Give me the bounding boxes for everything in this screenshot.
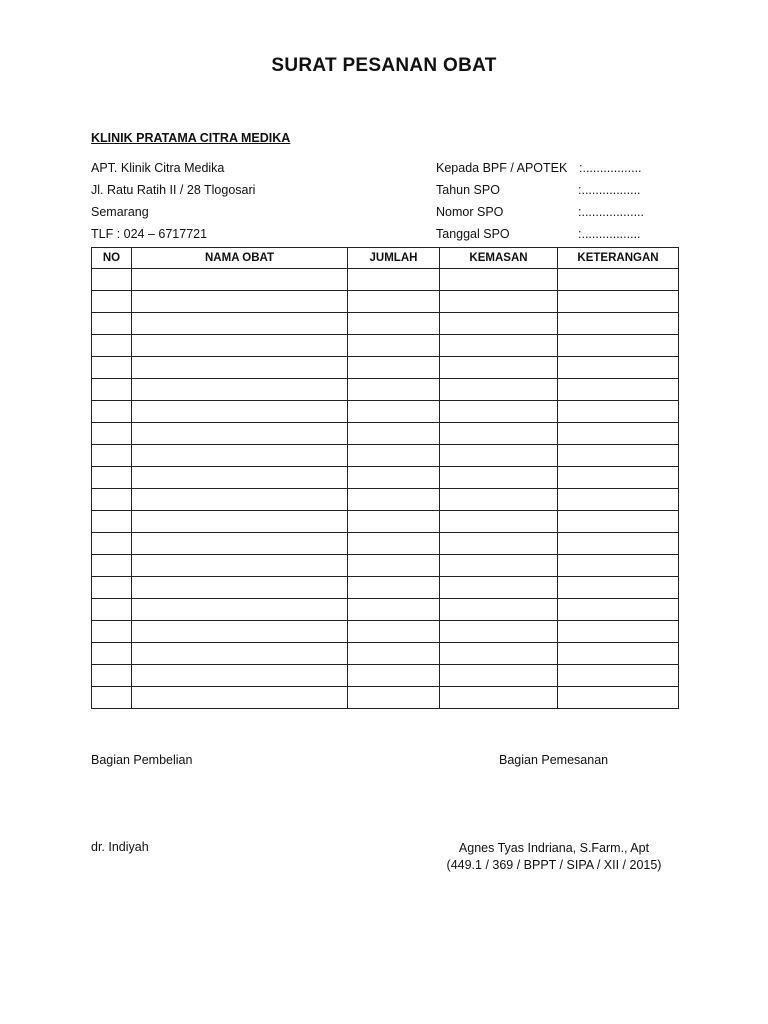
- sender-info: [91, 160, 255, 248]
- table-cell: [92, 379, 132, 401]
- table-cell: [558, 335, 679, 357]
- table-cell: [558, 687, 679, 709]
- table-cell: [132, 313, 348, 335]
- table-cell: [440, 423, 558, 445]
- table-cell: [440, 379, 558, 401]
- table-cell: [92, 467, 132, 489]
- column-header-jumlah: JUMLAH: [348, 248, 440, 269]
- table-cell: [440, 489, 558, 511]
- table-cell: [558, 599, 679, 621]
- table-row: [92, 621, 679, 643]
- table-cell: [92, 621, 132, 643]
- table-cell: [348, 401, 440, 423]
- order-info-value: :..................: [578, 205, 644, 219]
- table-cell: [440, 599, 558, 621]
- table-cell: [92, 511, 132, 533]
- table-cell: [92, 533, 132, 555]
- table-cell: [558, 621, 679, 643]
- table-cell: [348, 621, 440, 643]
- table-cell: [92, 423, 132, 445]
- table-cell: [440, 291, 558, 313]
- table-cell: [558, 291, 679, 313]
- ordering-signatory: Agnes Tyas Indriana, S.Farm., Apt: [458, 841, 650, 855]
- table-cell: [132, 599, 348, 621]
- table-row: [92, 687, 679, 709]
- table-cell: [132, 643, 348, 665]
- table-cell: [558, 423, 679, 445]
- page-title: SURAT PESANAN OBAT: [271, 55, 497, 76]
- table-cell: [132, 621, 348, 643]
- table-row: [92, 643, 679, 665]
- table-cell: [440, 511, 558, 533]
- table-cell: [558, 489, 679, 511]
- table-row: [92, 423, 679, 445]
- column-header-keterangan: KETERANGAN: [558, 248, 679, 269]
- ordering-label: Bagian Pemesanan: [499, 753, 609, 767]
- table-cell: [92, 401, 132, 423]
- table-cell: [132, 489, 348, 511]
- table-row: [92, 489, 679, 511]
- table-cell: [348, 643, 440, 665]
- order-info-row: [436, 204, 676, 226]
- table-cell: [132, 401, 348, 423]
- table-cell: [348, 555, 440, 577]
- sender-city: Semarang: [91, 205, 149, 219]
- order-info-label: Tanggal SPO: [436, 227, 510, 241]
- table-cell: [348, 335, 440, 357]
- table-cell: [132, 687, 348, 709]
- table-cell: [558, 467, 679, 489]
- table-cell: [132, 423, 348, 445]
- order-info-label: Tahun SPO: [436, 183, 500, 197]
- table-row: [92, 467, 679, 489]
- table-row: [92, 577, 679, 599]
- table-cell: [440, 665, 558, 687]
- table-row: [92, 313, 679, 335]
- table-row: [92, 357, 679, 379]
- table-cell: [132, 291, 348, 313]
- table-cell: [132, 577, 348, 599]
- table-cell: [558, 379, 679, 401]
- table-cell: [440, 577, 558, 599]
- table-cell: [92, 643, 132, 665]
- table-cell: [440, 313, 558, 335]
- table-cell: [440, 401, 558, 423]
- table-cell: [558, 401, 679, 423]
- order-info-label: Nomor SPO: [436, 205, 504, 219]
- table-cell: [132, 379, 348, 401]
- table-cell: [440, 467, 558, 489]
- sender-address: Jl. Ratu Ratih II / 28 Tlogosari: [91, 183, 256, 197]
- order-info-row: [436, 160, 676, 182]
- table-row: [92, 511, 679, 533]
- table-cell: [558, 313, 679, 335]
- license-number: (449.1 / 369 / BPPT / SIPA / XII / 2015): [446, 858, 662, 872]
- table-cell: [440, 269, 558, 291]
- column-header-no: NO: [92, 248, 132, 269]
- table-row: [92, 599, 679, 621]
- table-cell: [132, 445, 348, 467]
- ordering-signatory-block: [420, 840, 688, 874]
- table-cell: [440, 687, 558, 709]
- table-cell: [348, 313, 440, 335]
- table-cell: [348, 445, 440, 467]
- order-info-value: :.................: [579, 161, 642, 175]
- table-row: [92, 445, 679, 467]
- table-cell: [92, 577, 132, 599]
- table-cell: [92, 313, 132, 335]
- order-info-label: Kepada BPF / APOTEK: [436, 161, 568, 175]
- table-cell: [92, 555, 132, 577]
- table-header-row: [92, 248, 679, 269]
- order-info-value: :.................: [578, 183, 641, 197]
- table-row: [92, 665, 679, 687]
- table-cell: [92, 665, 132, 687]
- table-cell: [348, 511, 440, 533]
- table-cell: [348, 577, 440, 599]
- table-cell: [348, 687, 440, 709]
- purchasing-signatory: dr. Indiyah: [91, 840, 149, 854]
- table-cell: [92, 489, 132, 511]
- table-cell: [92, 291, 132, 313]
- table-cell: [440, 621, 558, 643]
- table-cell: [92, 445, 132, 467]
- table-cell: [132, 665, 348, 687]
- table-cell: [440, 445, 558, 467]
- table-cell: [348, 269, 440, 291]
- table-cell: [348, 599, 440, 621]
- table-row: [92, 401, 679, 423]
- table-cell: [558, 445, 679, 467]
- table-cell: [440, 357, 558, 379]
- table-cell: [92, 357, 132, 379]
- column-header-nama-obat: NAMA OBAT: [132, 248, 348, 269]
- table-cell: [440, 643, 558, 665]
- sender-pharmacy: APT. Klinik Citra Medika: [91, 161, 225, 175]
- table-cell: [558, 511, 679, 533]
- column-header-kemasan: KEMASAN: [440, 248, 558, 269]
- order-table: [91, 247, 679, 709]
- table-cell: [558, 577, 679, 599]
- table-cell: [348, 489, 440, 511]
- table-cell: [132, 511, 348, 533]
- table-cell: [132, 555, 348, 577]
- table-cell: [132, 533, 348, 555]
- table-row: [92, 379, 679, 401]
- table-cell: [440, 555, 558, 577]
- table-cell: [348, 467, 440, 489]
- table-cell: [558, 533, 679, 555]
- table-cell: [558, 555, 679, 577]
- table-row: [92, 269, 679, 291]
- table-cell: [348, 357, 440, 379]
- order-info-row: [436, 226, 676, 248]
- table-cell: [92, 687, 132, 709]
- purchasing-label: Bagian Pembelian: [91, 753, 193, 767]
- table-cell: [348, 379, 440, 401]
- table-cell: [92, 599, 132, 621]
- table-row: [92, 291, 679, 313]
- table-cell: [348, 423, 440, 445]
- order-info-value: :.................: [578, 227, 641, 241]
- order-info-row: [436, 182, 676, 204]
- table-cell: [348, 665, 440, 687]
- clinic-name: KLINIK PRATAMA CITRA MEDIKA: [91, 131, 291, 145]
- table-cell: [132, 269, 348, 291]
- table-cell: [558, 269, 679, 291]
- table-cell: [440, 335, 558, 357]
- table-cell: [558, 357, 679, 379]
- sender-phone: TLF : 024 – 6717721: [91, 227, 208, 241]
- table-cell: [348, 291, 440, 313]
- table-body: [92, 269, 679, 709]
- order-info: [436, 160, 676, 248]
- table-cell: [440, 533, 558, 555]
- table-row: [92, 555, 679, 577]
- table-cell: [132, 335, 348, 357]
- table-cell: [92, 335, 132, 357]
- table-cell: [132, 467, 348, 489]
- table-cell: [558, 665, 679, 687]
- table-cell: [348, 533, 440, 555]
- table-cell: [132, 357, 348, 379]
- table-row: [92, 533, 679, 555]
- table-cell: [558, 643, 679, 665]
- table-cell: [92, 269, 132, 291]
- table-row: [92, 335, 679, 357]
